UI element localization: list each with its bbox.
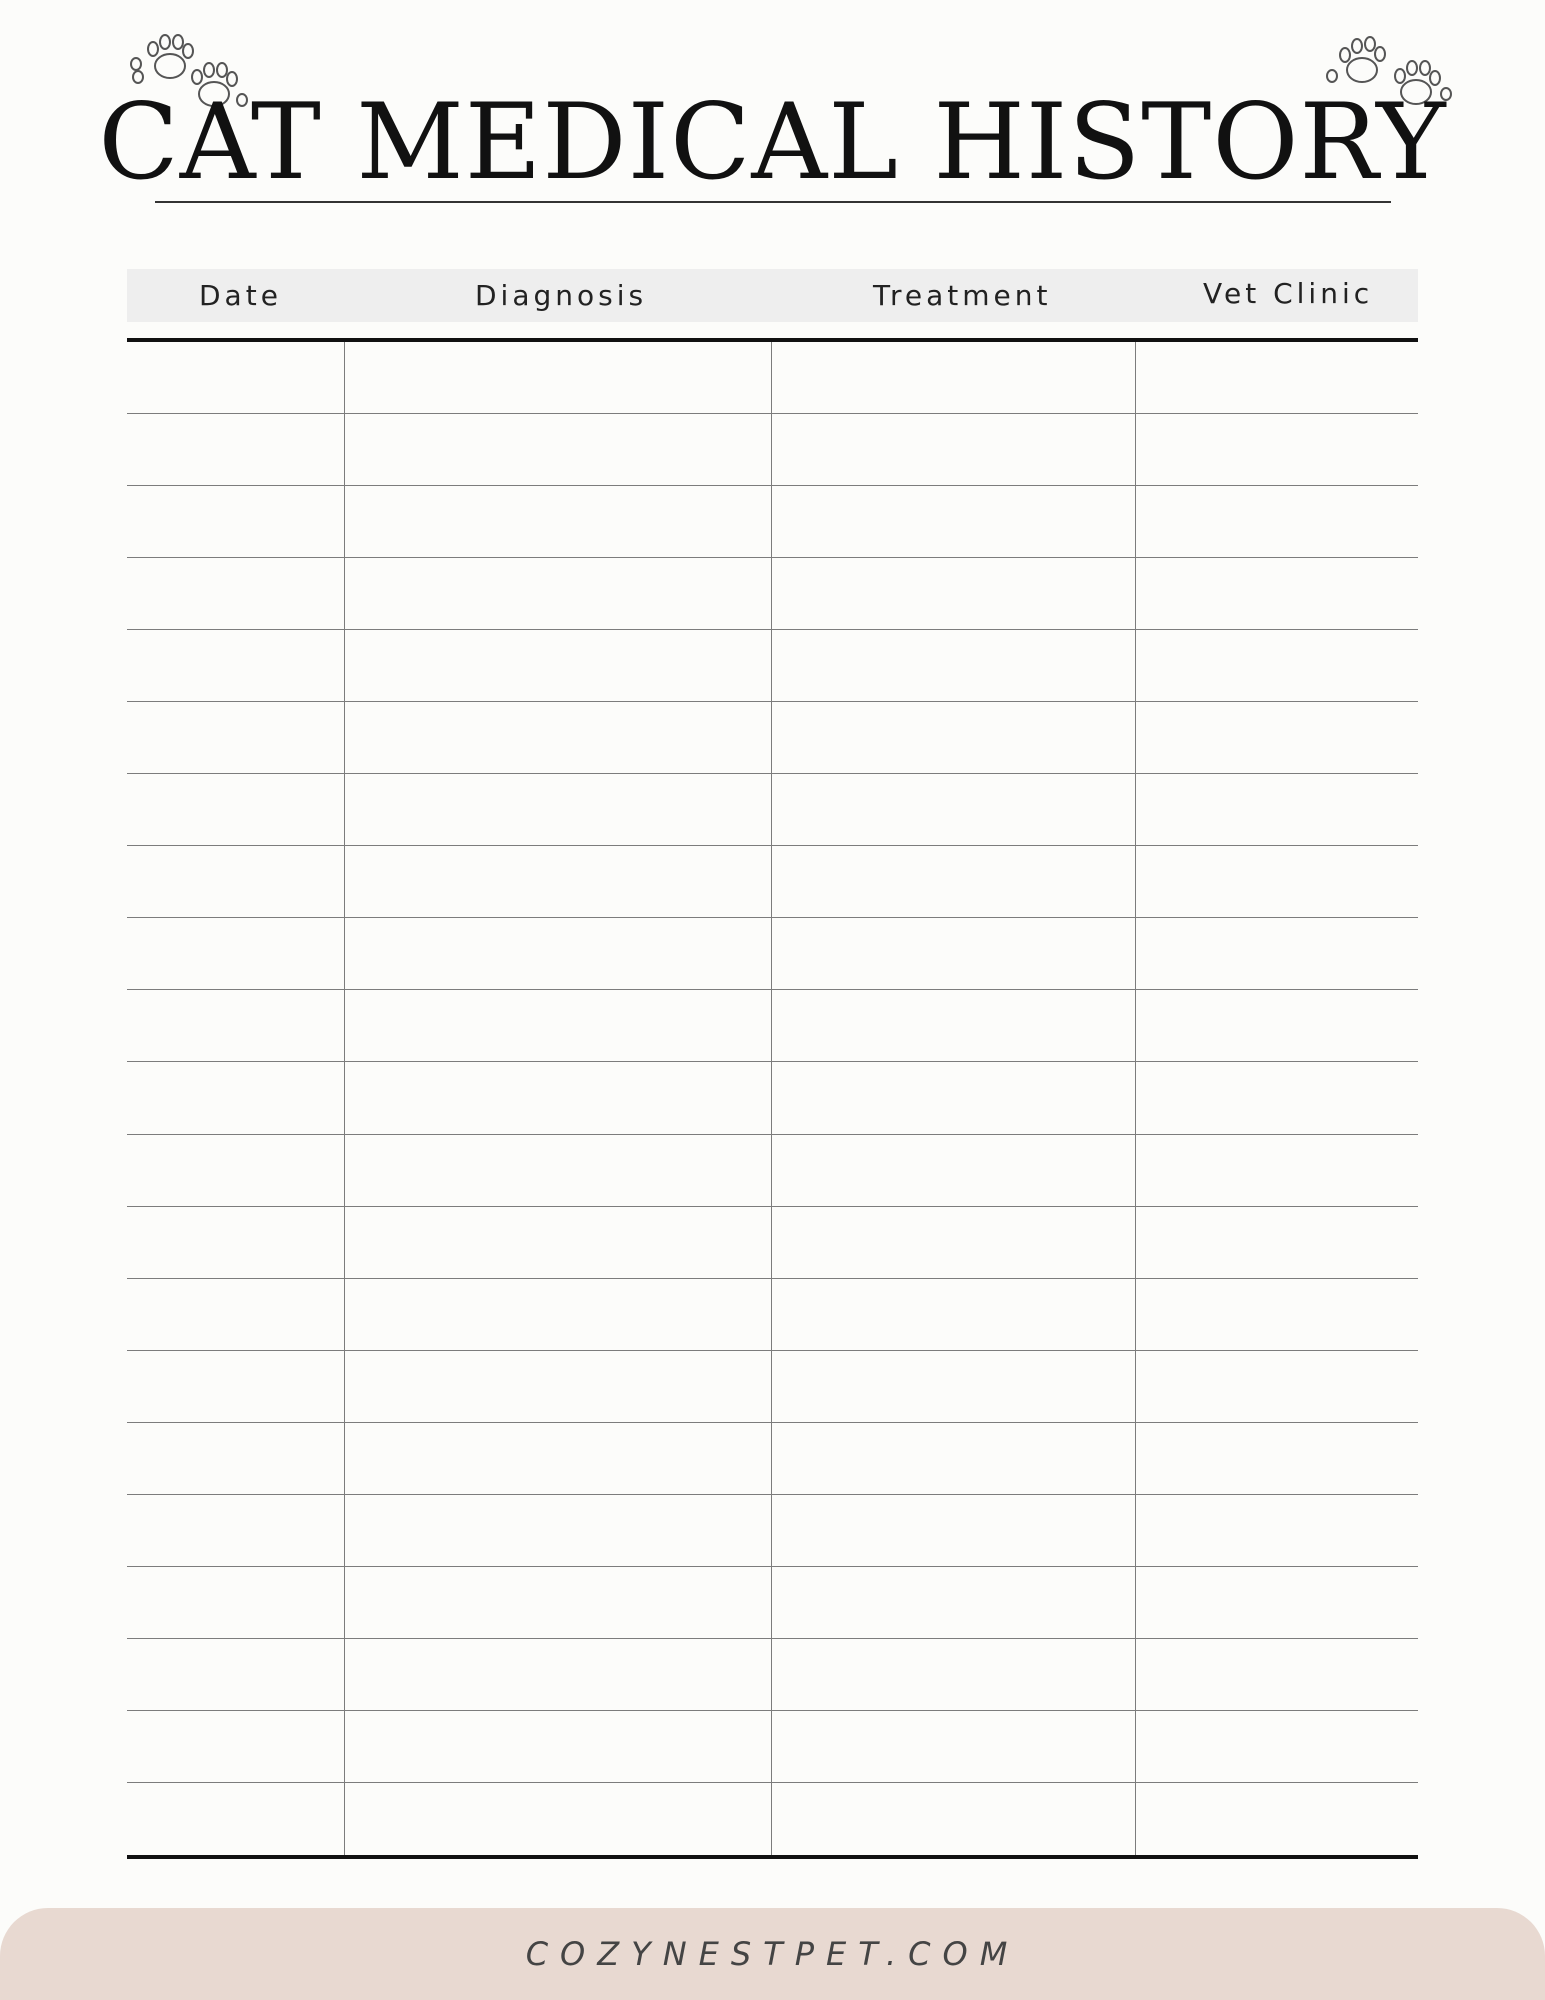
table-cell-date [127, 558, 345, 630]
table-cell-date [127, 342, 345, 414]
table-cell-treatment [772, 1062, 1136, 1134]
table-cell-treatment [772, 1423, 1136, 1495]
table-cell-vet-clinic [1136, 1639, 1418, 1711]
table-cell-treatment [772, 1567, 1136, 1639]
table-cell-diagnosis [345, 558, 772, 630]
table-cell-vet-clinic [1136, 486, 1418, 558]
table-cell-date [127, 1783, 345, 1855]
table-cell-treatment [772, 1639, 1136, 1711]
table-cell-date [127, 1207, 345, 1279]
table-cell-date [127, 1495, 345, 1567]
table-cell-treatment [772, 1783, 1136, 1855]
table-cell-date [127, 1711, 345, 1783]
table-cell-treatment [772, 342, 1136, 414]
table-cell-date [127, 414, 345, 486]
table-cell-date [127, 702, 345, 774]
table-cell-vet-clinic [1136, 846, 1418, 918]
table-cell-treatment [772, 774, 1136, 846]
table-cell-treatment [772, 1135, 1136, 1207]
table-cell-date [127, 1423, 345, 1495]
table-cell-date [127, 630, 345, 702]
table-cell-date [127, 846, 345, 918]
table-cell-diagnosis [345, 1783, 772, 1855]
table-cell-vet-clinic [1136, 1062, 1418, 1134]
table-cell-vet-clinic [1136, 558, 1418, 630]
table-cell-diagnosis [345, 1351, 772, 1423]
table-cell-date [127, 1351, 345, 1423]
table-cell-vet-clinic [1136, 1567, 1418, 1639]
table-cell-treatment [772, 702, 1136, 774]
table-cell-diagnosis [345, 1567, 772, 1639]
table-cell-vet-clinic [1136, 774, 1418, 846]
column-header-diagnosis: Diagnosis [475, 279, 648, 312]
column-header-date: Date [199, 279, 282, 312]
table-cell-date [127, 486, 345, 558]
table-cell-vet-clinic [1136, 342, 1418, 414]
table-cell-diagnosis [345, 1711, 772, 1783]
table-cell-date [127, 774, 345, 846]
table-cell-diagnosis [345, 1495, 772, 1567]
table-cell-treatment [772, 486, 1136, 558]
table-cell-date [127, 990, 345, 1062]
table-cell-treatment [772, 558, 1136, 630]
table-cell-treatment [772, 1711, 1136, 1783]
page-title: CAT MEDICAL HISTORY [98, 81, 1447, 203]
table-cell-diagnosis [345, 702, 772, 774]
table-cell-diagnosis [345, 846, 772, 918]
table-cell-diagnosis [345, 486, 772, 558]
table-cell-date [127, 1639, 345, 1711]
table-cell-diagnosis [345, 630, 772, 702]
table-cell-vet-clinic [1136, 990, 1418, 1062]
table-cell-vet-clinic [1136, 1711, 1418, 1783]
table-cell-diagnosis [345, 918, 772, 990]
table-cell-date [127, 918, 345, 990]
table-cell-treatment [772, 1207, 1136, 1279]
table-cell-vet-clinic [1136, 1351, 1418, 1423]
table-cell-vet-clinic [1136, 1495, 1418, 1567]
table-cell-treatment [772, 630, 1136, 702]
medical-records-table [127, 338, 1418, 1859]
table-cell-diagnosis [345, 1639, 772, 1711]
footer-website: COZYNESTPET.COM [525, 1935, 1020, 1973]
table-cell-date [127, 1279, 345, 1351]
table-cell-treatment [772, 918, 1136, 990]
footer-band [0, 1908, 1545, 2000]
table-cell-treatment [772, 990, 1136, 1062]
table-cell-treatment [772, 414, 1136, 486]
table-cell-diagnosis [345, 1062, 772, 1134]
table-cell-treatment [772, 1279, 1136, 1351]
table-cell-date [127, 1135, 345, 1207]
table-cell-diagnosis [345, 990, 772, 1062]
table-header [127, 269, 1418, 322]
table-cell-vet-clinic [1136, 1423, 1418, 1495]
table-cell-treatment [772, 1495, 1136, 1567]
column-header-treatment: Treatment [873, 279, 1052, 312]
table-cell-vet-clinic [1136, 1279, 1418, 1351]
table-cell-vet-clinic [1136, 918, 1418, 990]
table-cell-vet-clinic [1136, 702, 1418, 774]
column-header-vet-clinic: Vet Clinic [1203, 277, 1374, 310]
table-cell-diagnosis [345, 1423, 772, 1495]
table-cell-diagnosis [345, 1135, 772, 1207]
title-underline [155, 201, 1391, 203]
table-cell-diagnosis [345, 1207, 772, 1279]
table-cell-diagnosis [345, 774, 772, 846]
table-cell-date [127, 1567, 345, 1639]
table-cell-diagnosis [345, 342, 772, 414]
table-cell-treatment [772, 846, 1136, 918]
table-cell-diagnosis [345, 1279, 772, 1351]
table-cell-vet-clinic [1136, 1207, 1418, 1279]
table-cell-diagnosis [345, 414, 772, 486]
table-cell-vet-clinic [1136, 414, 1418, 486]
table-cell-vet-clinic [1136, 630, 1418, 702]
table-cell-treatment [772, 1351, 1136, 1423]
table-cell-date [127, 1062, 345, 1134]
table-cell-vet-clinic [1136, 1135, 1418, 1207]
table-cell-vet-clinic [1136, 1783, 1418, 1855]
